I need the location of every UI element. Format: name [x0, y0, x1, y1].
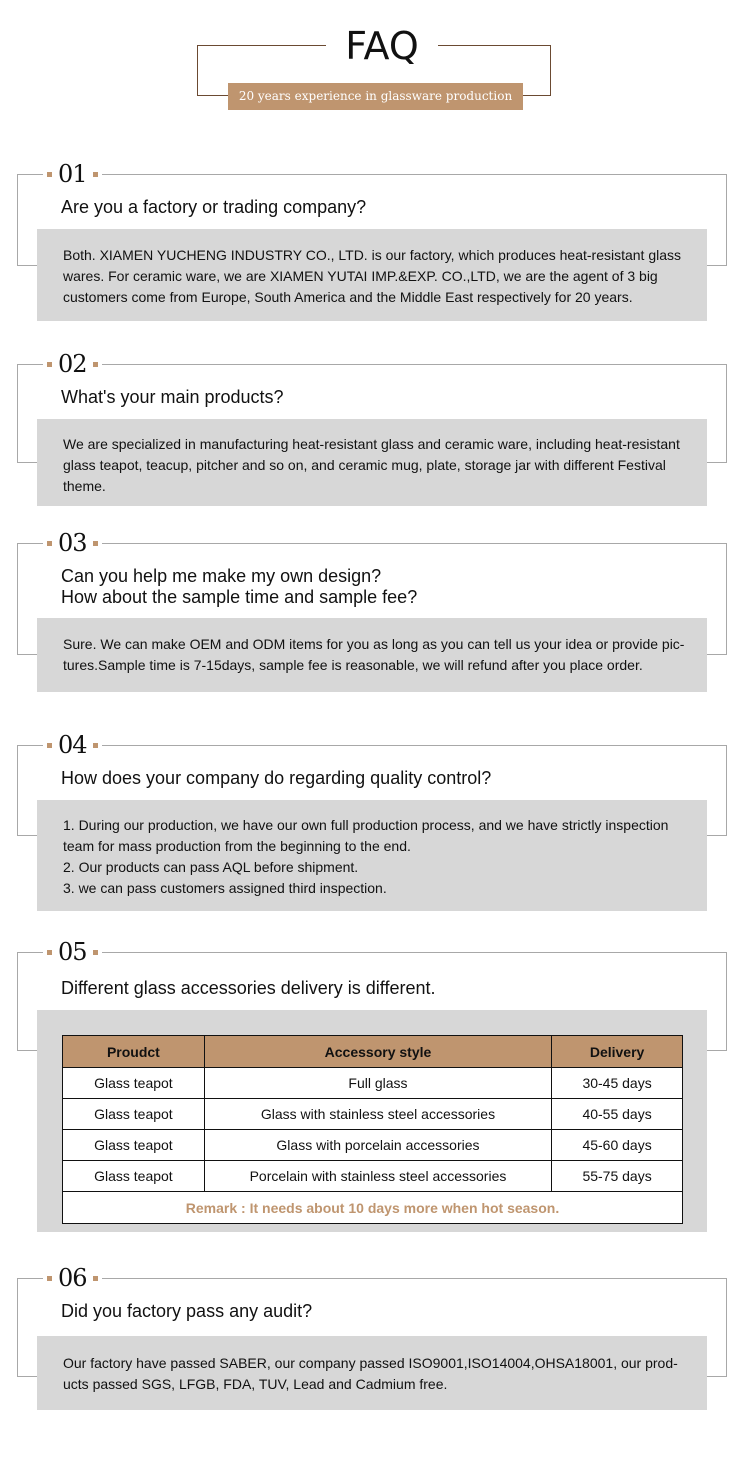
bullet-dot [47, 541, 52, 546]
bullet-dot [47, 1276, 52, 1281]
faq-6-answer-box [37, 1336, 707, 1410]
cell-delivery: 45-60 days [552, 1130, 683, 1161]
cell-delivery: 40-55 days [552, 1099, 683, 1130]
cell-product: Glass teapot [63, 1130, 205, 1161]
bullet-dot [93, 950, 98, 955]
bullet-dot [93, 541, 98, 546]
faq-6-number-badge [43, 1266, 102, 1290]
column-header-accessory-style: Accessory style [204, 1036, 551, 1068]
table-row [63, 1161, 683, 1192]
bullet-dot [47, 743, 52, 748]
bullet-dot [47, 172, 52, 177]
cell-accessory-style: Glass with porcelain accessories [204, 1130, 551, 1161]
bullet-dot [93, 172, 98, 177]
faq-4-number-badge [43, 733, 102, 757]
table-row [63, 1130, 683, 1161]
bullet-dot [93, 743, 98, 748]
cell-accessory-style: Porcelain with stainless steel accessories [204, 1161, 551, 1192]
cell-product: Glass teapot [63, 1161, 205, 1192]
faq-6-number: 06 [58, 1264, 87, 1292]
column-header-product: Proudct [63, 1036, 205, 1068]
faq-2-question: What's your main products? [61, 387, 284, 407]
bullet-dot [47, 950, 52, 955]
faq-5-number: 05 [58, 938, 87, 966]
faq-3-answer-box [37, 618, 707, 692]
table-remark-row [63, 1192, 683, 1224]
faq-4-answer-line: 2. Our products can pass AQL before shipment. [63, 859, 359, 875]
cell-accessory-style: Full glass [204, 1068, 551, 1099]
table-header-row [63, 1036, 683, 1068]
faq-2-number-badge [43, 352, 102, 376]
faq-4-question: How does your company do regarding quality control? [61, 768, 492, 788]
page-title: FAQ [345, 24, 419, 68]
faq-1-number-badge [43, 162, 102, 186]
table-remark: Remark : It needs about 10 days more when hot season. [63, 1192, 683, 1224]
faq-5-question: Different glass accessories delivery is different. [61, 978, 436, 998]
faq-1-answer: Both. XIAMEN YUCHENG INDUSTRY CO., LTD. is our factory, which produces heat-resistant glass wares. For ceramic ware, we are XIAMEN YUTAI IMP.&EXP. CO.,LTD, we are the agent of 3 big customers come from Europe, South America and the Middle East respectively for 20 years. [63, 247, 682, 305]
table-row [63, 1068, 683, 1099]
delivery-table [62, 1035, 683, 1224]
cell-delivery: 55-75 days [552, 1161, 683, 1192]
faq-5-number-badge [43, 940, 102, 964]
faq-2-answer-box [37, 419, 707, 506]
faq-3-question: Can you help me make my own design? How about the sample time and sample fee? [61, 566, 418, 607]
bullet-dot [93, 1276, 98, 1281]
cell-product: Glass teapot [63, 1068, 205, 1099]
cell-delivery: 30-45 days [552, 1068, 683, 1099]
faq-4-answer-line: 1. During our production, we have our own full production process, and we have strictly inspection team for mass production from the beginning to the end. [63, 817, 669, 854]
faq-2-number: 02 [58, 350, 87, 378]
bullet-dot [47, 362, 52, 367]
faq-3-number: 03 [58, 529, 87, 557]
faq-3-number-badge [43, 531, 102, 555]
cell-product: Glass teapot [63, 1099, 205, 1130]
faq-4-answer-box [37, 800, 707, 911]
faq-4-answer [63, 815, 685, 899]
faq-6-question: Did you factory pass any audit? [61, 1301, 313, 1321]
column-header-delivery: Delivery [552, 1036, 683, 1068]
bullet-dot [93, 362, 98, 367]
faq-1-number: 01 [58, 160, 87, 188]
faq-1-question: Are you a factory or trading company? [61, 197, 367, 217]
faq-3-answer: Sure. We can make OEM and ODM items for you as long as you can tell us your idea or provide pic-tures.Sample time is 7-15days, sample fee is reasonable, we will refund after you place order. [63, 636, 685, 673]
table-row [63, 1099, 683, 1130]
faq-4-number: 04 [58, 731, 87, 759]
page-subtitle: 20 years experience in glassware production [228, 83, 523, 110]
faq-1-answer-box [37, 229, 707, 321]
cell-accessory-style: Glass with stainless steel accessories [204, 1099, 551, 1130]
faq-6-answer: Our factory have passed SABER, our company passed ISO9001,ISO14004,OHSA18001, our prod-ucts passed SGS, LFGB, FDA, TUV, Lead and Cadmium free. [63, 1355, 678, 1392]
faq-2-answer: We are specialized in manufacturing heat-resistant glass and ceramic ware, including heat-resistant glass teapot, teacup, pitcher and so on, and ceramic mug, plate, storage jar with different Festival theme. [63, 436, 680, 494]
faq-4-answer-line: 3. we can pass customers assigned third inspection. [63, 880, 387, 896]
